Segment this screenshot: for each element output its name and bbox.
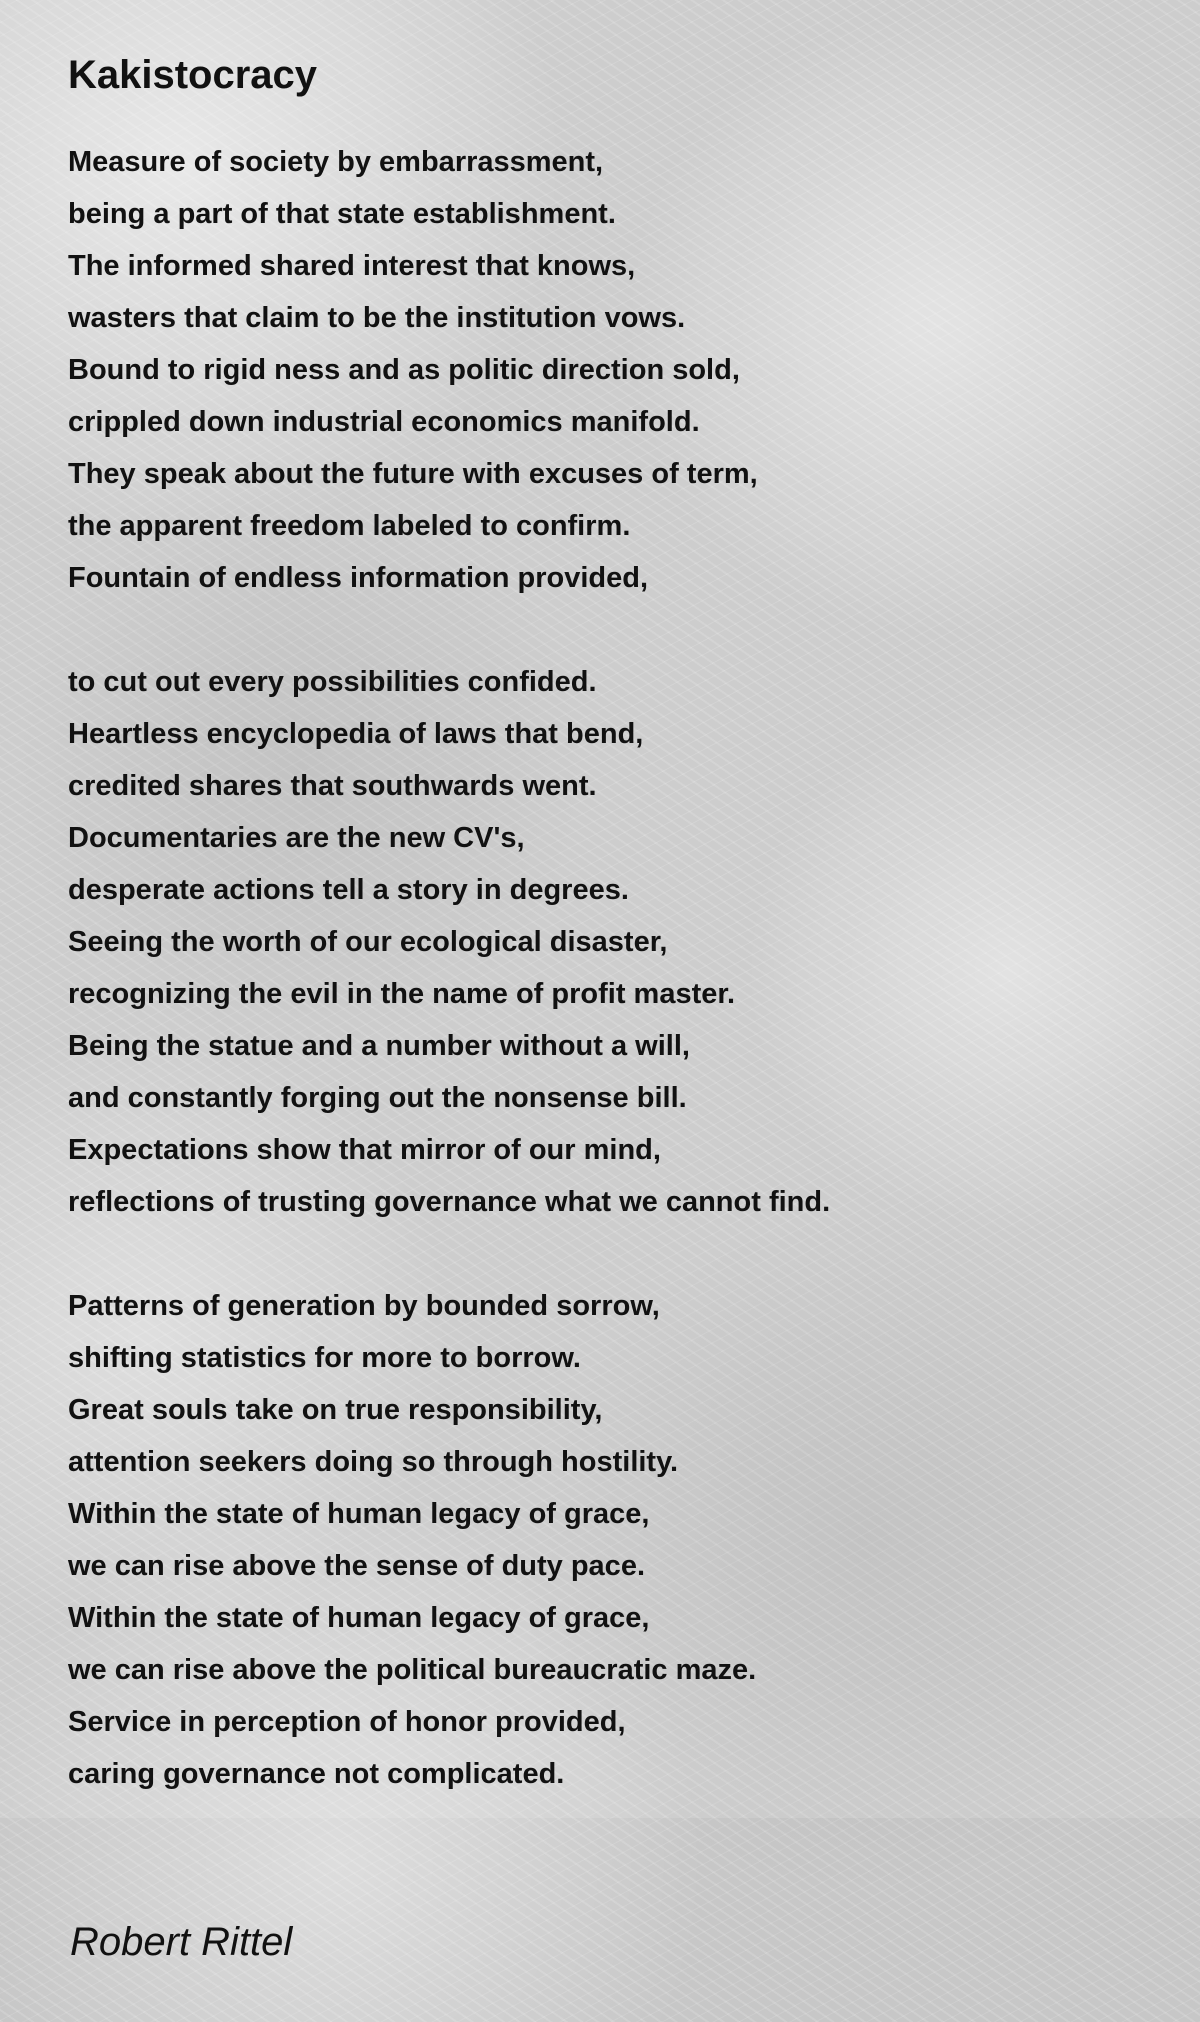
poem-line: we can rise above the sense of duty pace. <box>68 1550 645 1582</box>
poem-line: being a part of that state establishment. <box>68 198 616 230</box>
poem-content <box>68 48 1148 1852</box>
poem-line: They speak about the future with excuses of term, <box>68 458 758 490</box>
poem-line: Bound to rigid ness and as politic direction sold, <box>68 354 740 386</box>
poem-line: the apparent freedom labeled to confirm. <box>68 510 631 542</box>
poem-line: recognizing the evil in the name of profit master. <box>68 978 736 1010</box>
poem-title: Kakistocracy <box>68 53 318 97</box>
poem-line: Documentaries are the new CV's, <box>68 822 525 854</box>
poem-line: Fountain of endless information provided, <box>68 562 649 594</box>
poem-line: crippled down industrial economics manifold. <box>68 406 700 438</box>
poem-line: Being the statue and a number without a will, <box>68 1030 690 1062</box>
stanza-1 <box>68 136 1148 604</box>
poem-line: and constantly forging out the nonsense bill. <box>68 1082 687 1114</box>
poem-line: desperate actions tell a story in degrees. <box>68 874 629 906</box>
poem-line: Within the state of human legacy of grace, <box>68 1498 650 1530</box>
poem-line: Great souls take on true responsibility, <box>68 1394 603 1426</box>
poem-line: wasters that claim to be the institution vows. <box>68 302 686 334</box>
poem-author: Robert Rittel <box>70 1920 293 1964</box>
poem-line: attention seekers doing so through hostility. <box>68 1446 679 1478</box>
poem-line: we can rise above the political bureaucratic maze. <box>68 1654 757 1686</box>
poem-line: credited shares that southwards went. <box>68 770 597 802</box>
poem-line: The informed shared interest that knows, <box>68 250 636 282</box>
poem-line: Within the state of human legacy of grace, <box>68 1602 650 1634</box>
poem-line: Measure of society by embarrassment, <box>68 146 604 178</box>
poem-line: Heartless encyclopedia of laws that bend, <box>68 718 644 750</box>
poem-line: Seeing the worth of our ecological disaster, <box>68 926 668 958</box>
stanza-3 <box>68 1280 1148 1800</box>
poem-line: to cut out every possibilities confided. <box>68 666 597 698</box>
poem-line: Expectations show that mirror of our mind, <box>68 1134 661 1166</box>
stanza-2 <box>68 656 1148 1228</box>
poem-line: Patterns of generation by bounded sorrow, <box>68 1290 660 1322</box>
poem-line: shifting statistics for more to borrow. <box>68 1342 581 1374</box>
poem-line: caring governance not complicated. <box>68 1758 565 1790</box>
poem-line: Service in perception of honor provided, <box>68 1706 626 1738</box>
poem-line: reflections of trusting governance what we cannot find. <box>68 1186 831 1218</box>
